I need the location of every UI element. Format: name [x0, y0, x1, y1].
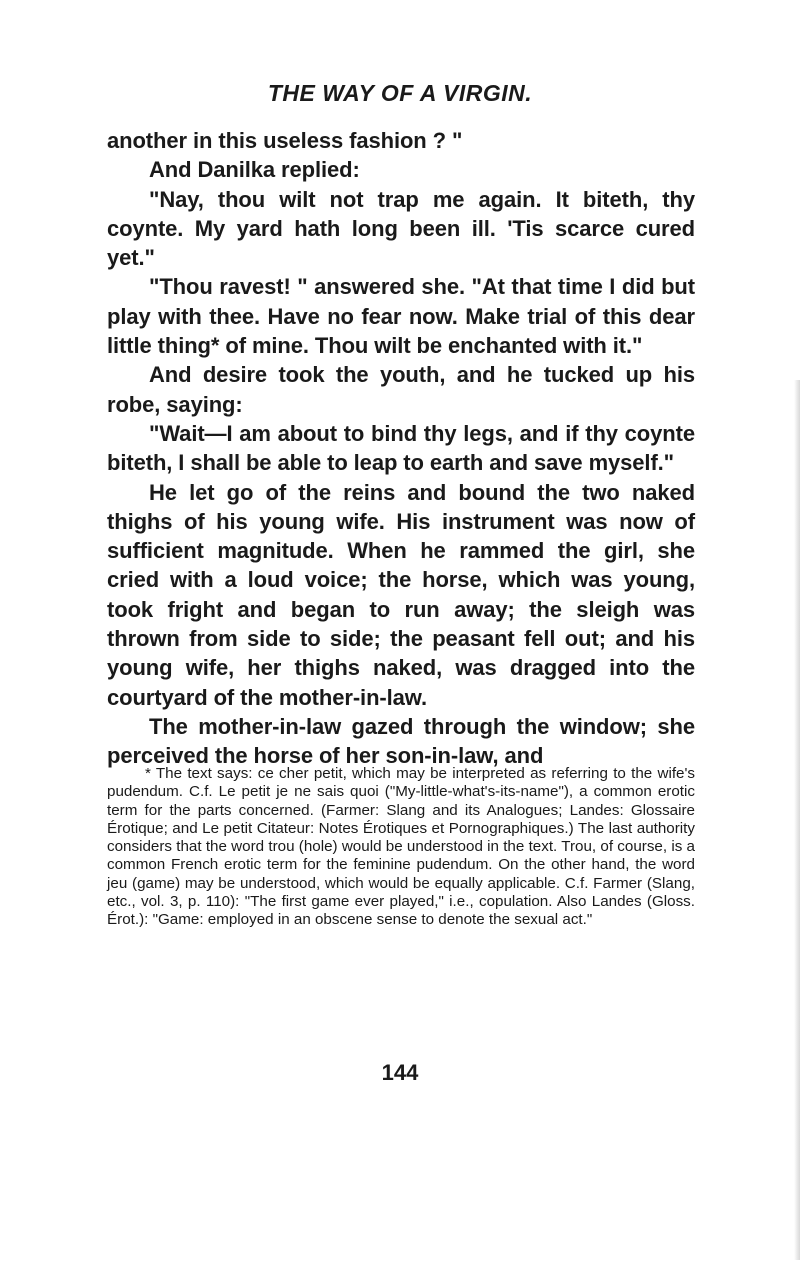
running-head: THE WAY OF A VIRGIN. — [267, 80, 533, 106]
paragraph: "Nay, thou wilt not trap me again. It biteth, thy coynte. My yard hath long been ill. 'Tis scarce cured yet." — [107, 186, 695, 271]
main-text — [107, 126, 695, 771]
paragraph: "Wait—I am about to bind thy legs, and if thy coynte biteth, I shall be able to leap to earth and save myself." — [107, 420, 695, 476]
paragraph: And Danilka replied: — [149, 157, 360, 183]
footnote: * The text says: ce cher petit, which may be interpreted as referring to the wife's pudendum. C.f. Le petit je ne sais quoi ("My-little-what's-its-name"), a common erotic term for the parts concerned. (Farmer: Slang and its Analogues; Landes: Glossaire Érotique; and Le petit Citateur: Notes Érotiques et Pornographiques.) The last authority considers that the word trou (hole) would be understood in the text. Trou, of course, is a common French erotic term for the feminine pudendum. On the other hand, the word jeu (game) may be understood, which would be equally applicable. C.f. Farmer (Slang, etc., vol. 3, p. 110): "The first game ever played," i.e., copulation. Also Landes (Gloss. Érot.): "Game: employed in an obscene sense to denote the sexual act." — [107, 765, 695, 929]
paragraph: The mother-in-law gazed through the window; she perceived the horse of her son-in-law, and — [107, 713, 695, 769]
paragraph: "Thou ravest! " answered she. "At that time I did but play with thee. Have no fear now. Make trial of this dear little thing* of mine. Thou wilt be enchanted with it." — [107, 274, 695, 359]
paragraph: And desire took the youth, and he tucked up his robe, saying: — [107, 362, 695, 417]
paragraph: He let go of the reins and bound the two naked thighs of his young wife. His instrument was now of sufficient magnitude. When he rammed the girl, she cried with a loud voice; the horse, which was young, took fright and began to run away; the sleigh was thrown from side to side; the peasant fell out; and his young wife, her thighs naked, was dragged into the courtyard of the mother-in-law. — [107, 479, 695, 710]
paragraph: another in this useless fashion ? " — [107, 128, 463, 153]
page-edge-shadow — [794, 380, 800, 1260]
page-number: 144 — [381, 1060, 419, 1085]
